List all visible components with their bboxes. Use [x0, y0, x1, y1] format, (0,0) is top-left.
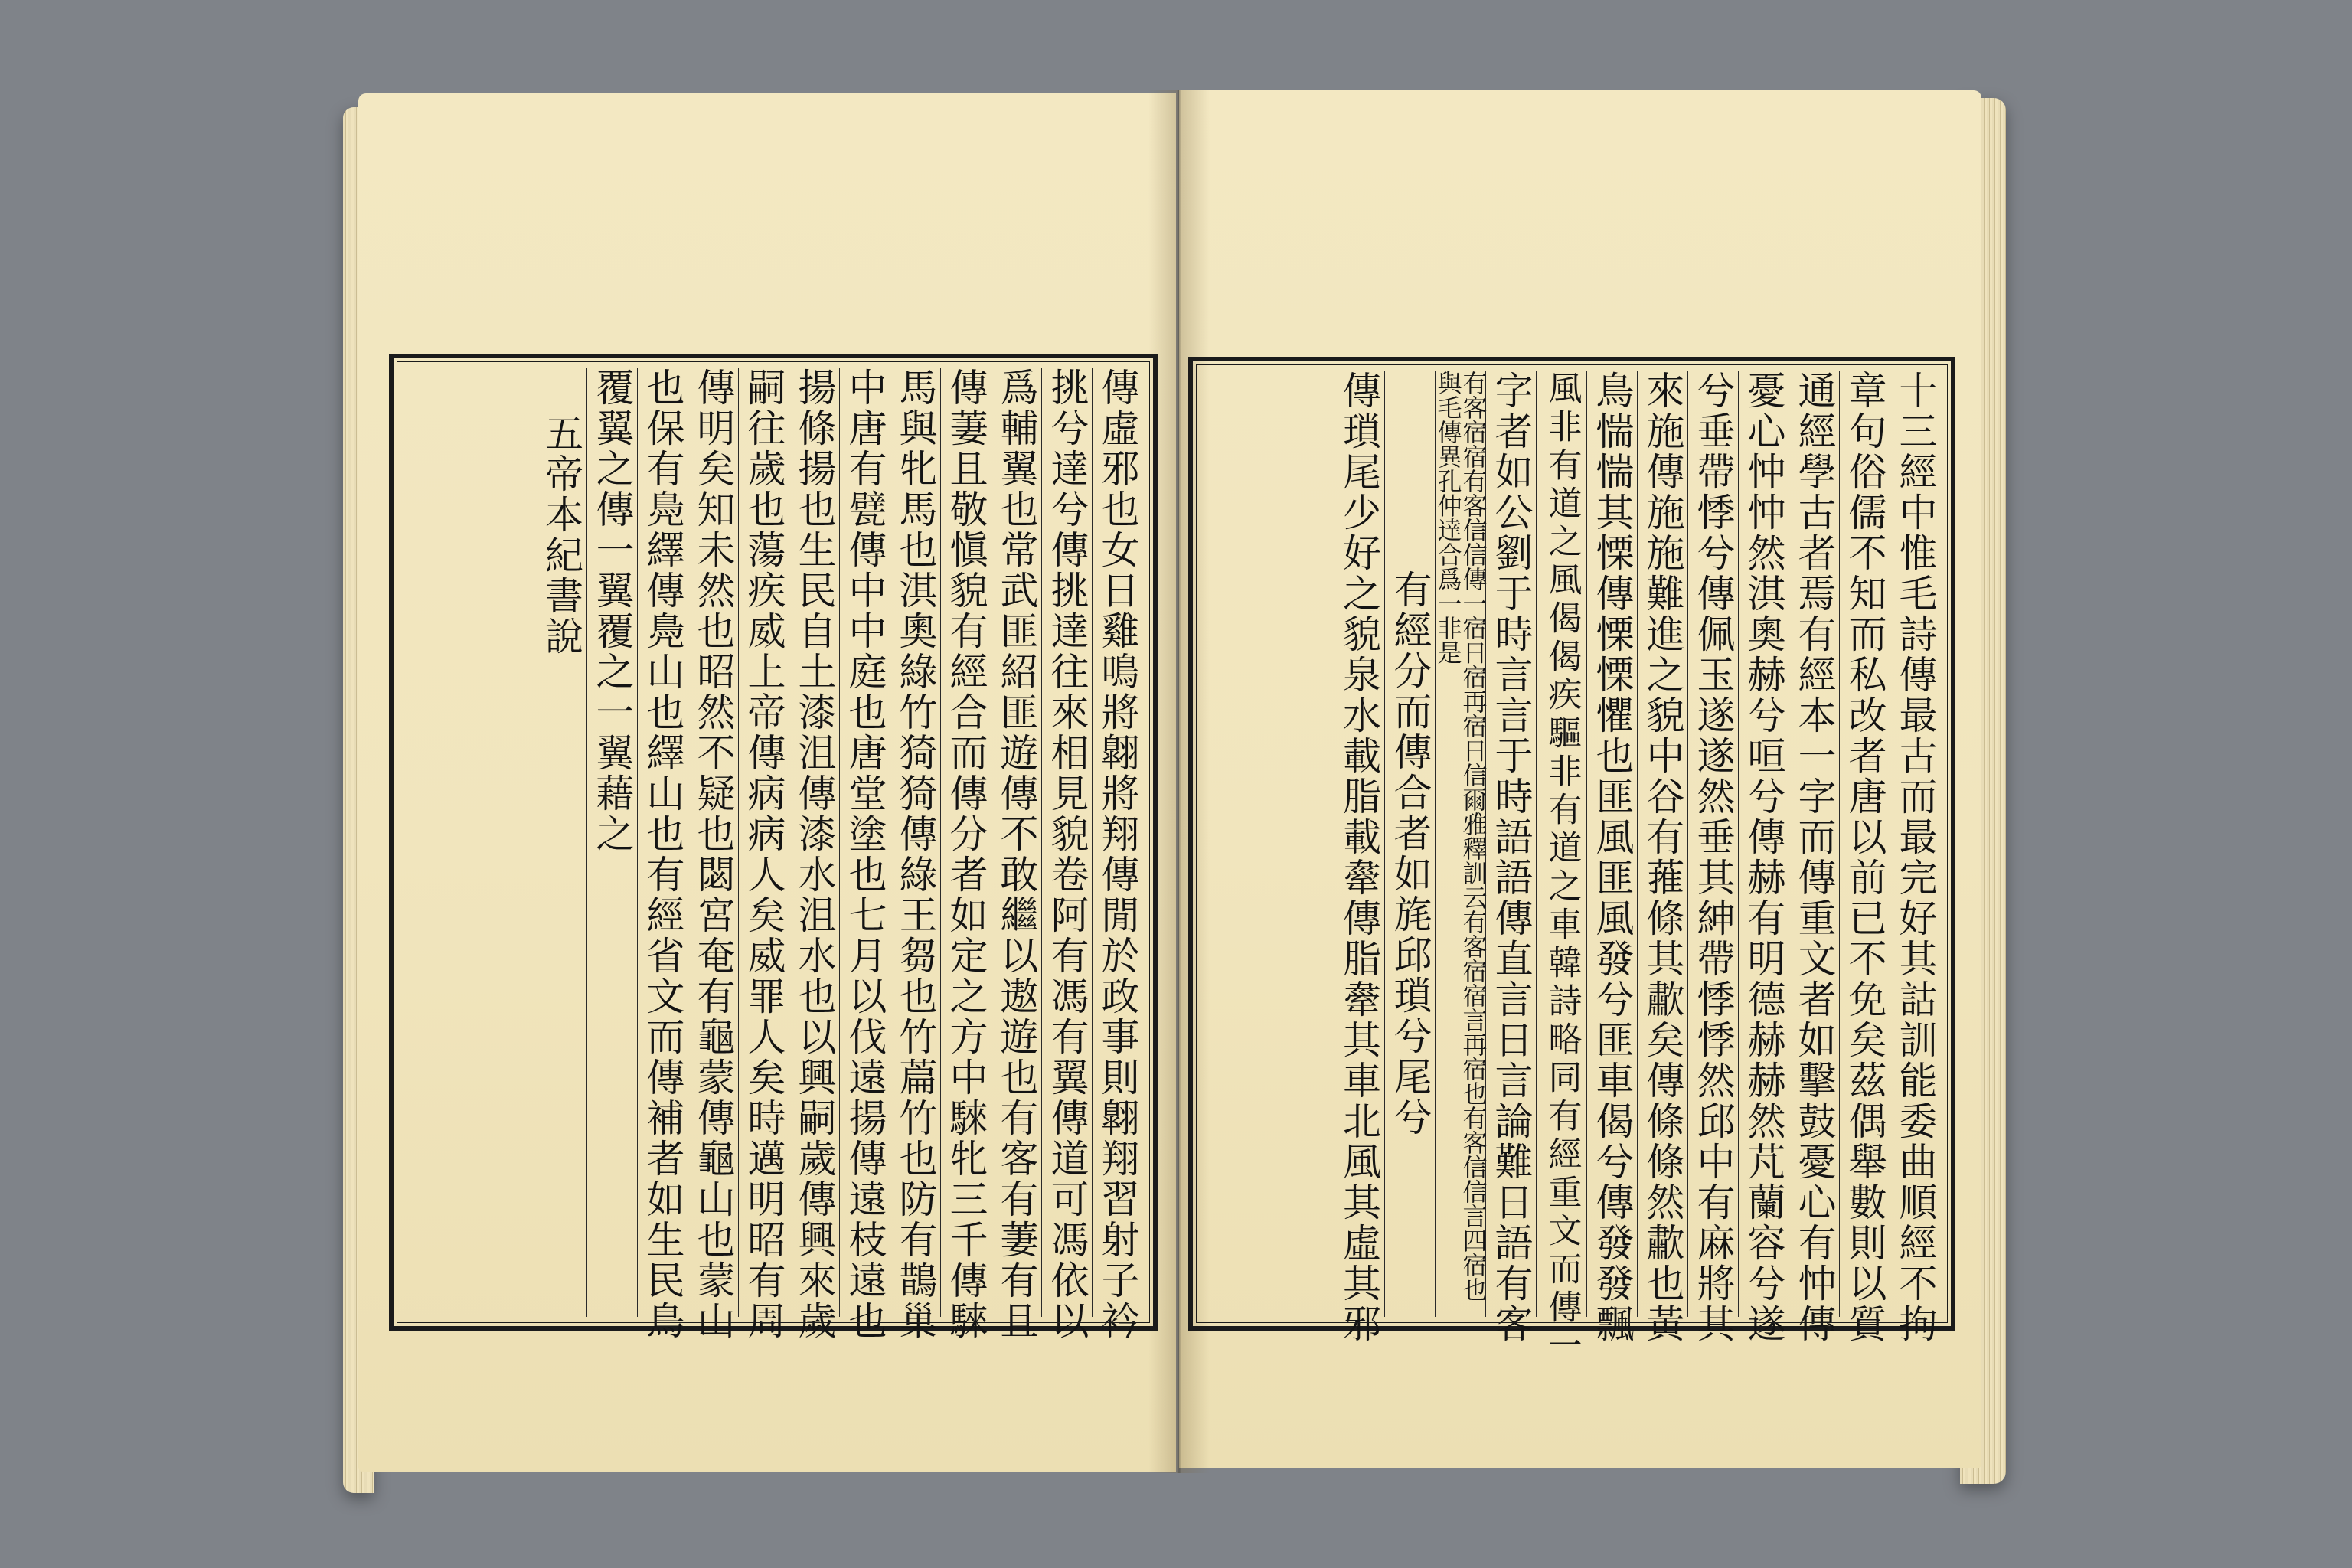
right-column-1	[1890, 371, 1940, 1344]
left-column-text: 傳虛邪也女日雞鳴將翺將翔傳閒於政事則翺翔習射子衿	[1095, 368, 1140, 1341]
right-column-11	[1384, 371, 1435, 1317]
right-column-text: 風非有道之風偈偈疾驅非有道之車韓詩略同有經重文而傳一	[1542, 371, 1582, 1366]
left-column-12	[536, 368, 586, 1317]
left-column-text: 揚條揚也生民自土漆沮傳漆水沮水也以興嗣歲傳興來歲	[792, 368, 837, 1341]
left-column-3	[991, 368, 1041, 1341]
left-column-text: 爲輔翼也常武匪紹匪遊傳不敢繼以遨遊也有客有萋有且	[994, 368, 1039, 1341]
right-column-text: 有經分而傳合者如旄邱瑣兮尾兮	[1387, 570, 1432, 1138]
right-column-text: 來施傳施施難進之貌中谷有蓷條其歗矣傳條條然歗也黃	[1640, 371, 1685, 1344]
right-column-5	[1687, 371, 1738, 1344]
right-column-8	[1536, 371, 1586, 1366]
left-column-5	[890, 368, 940, 1341]
left-column-6	[839, 368, 890, 1341]
right-column-text: 憂心忡忡然淇奧赫兮咺兮傳赫有明德赫赫然芃蘭容兮遂	[1741, 371, 1786, 1344]
left-column-9	[688, 368, 738, 1341]
right-text-columns	[1204, 371, 1940, 1366]
left-column-text: 挑兮達兮傳挑達往來相見貌卷阿有馮有翼傳道可馮依以	[1044, 368, 1089, 1341]
left-text-columns	[404, 368, 1142, 1341]
left-column-text: 馬與牝馬也淇奧綠竹猗猗傳綠王芻也竹萹竹也防有鵲巢	[893, 368, 938, 1341]
right-text-frame	[1188, 357, 1955, 1366]
right-column-6	[1637, 371, 1687, 1344]
right-column-text: 鳥惴惴其慄傳慄慄懼也匪風匪風發兮匪車偈兮傳發發飄	[1589, 371, 1635, 1344]
right-column-text: 有客宿宿有客信信傳一宿日宿再宿日信爾雅釋訓云有客宿宿言再宿也有客信信言四宿也與毛傳異孔仲達合爲一非是	[1433, 371, 1488, 1302]
right-column-3	[1788, 371, 1839, 1344]
left-column-1	[1092, 368, 1142, 1341]
right-column-4	[1738, 371, 1788, 1344]
right-column-text: 傳瑣尾少好之貌泉水載脂載舝傳脂舝其車北風其虛其邪	[1337, 371, 1381, 1344]
right-column-7	[1586, 371, 1637, 1344]
right-column-10	[1433, 371, 1488, 1317]
left-column-text: 也保有鳧繹傳鳧山也繹山也有經省文而傳補者如生民鳥	[640, 368, 685, 1341]
left-column-10	[637, 368, 688, 1341]
left-column-8	[738, 368, 789, 1341]
left-column-7	[789, 368, 839, 1341]
right-column-text: 兮垂帶悸兮傳佩玉遂遂然垂其紳帶悸悸然邱中有麻將其	[1690, 371, 1736, 1344]
section-heading: 五帝本紀書說	[539, 413, 583, 657]
right-column-text: 通經學古者焉有經本一字而傳重文者如擊鼓憂心有忡傳	[1792, 371, 1837, 1344]
left-column-4	[940, 368, 991, 1341]
right-column-text: 字者如公劉于時言言于時語語傳直言日言論難日語有客	[1488, 371, 1534, 1344]
left-column-text: 覆翼之傳一翼覆之一翼藉之	[590, 368, 635, 854]
right-column-9	[1485, 371, 1536, 1344]
left-column-text: 中唐有甓傳中中庭也唐堂塗也七月以伐遠揚傳遠枝遠也	[842, 368, 887, 1341]
right-column-12	[1334, 371, 1384, 1344]
left-column-text: 嗣往歲也蕩疾威上帝傳病病人矣威罪人矣時邁明昭有周	[741, 368, 786, 1341]
right-column-2	[1839, 371, 1890, 1344]
left-column-11	[586, 368, 637, 1317]
left-column-2	[1041, 368, 1092, 1341]
left-column-text: 傳萋且敬愼貌有經合而傳分者如定之方中騋牝三千傳騋	[943, 368, 988, 1341]
left-text-frame	[389, 354, 1158, 1341]
right-column-text: 十三經中惟毛詩傳最古而最完好其詁訓能委曲順經不拘	[1893, 371, 1938, 1344]
left-column-text: 傳明矣知未然也昭然不疑也閟宮奄有龜蒙傳龜山也蒙山	[691, 368, 736, 1341]
right-column-text: 章句俗儒不知而私改者唐以前已不免矣茲偶舉數則以質	[1842, 371, 1887, 1344]
